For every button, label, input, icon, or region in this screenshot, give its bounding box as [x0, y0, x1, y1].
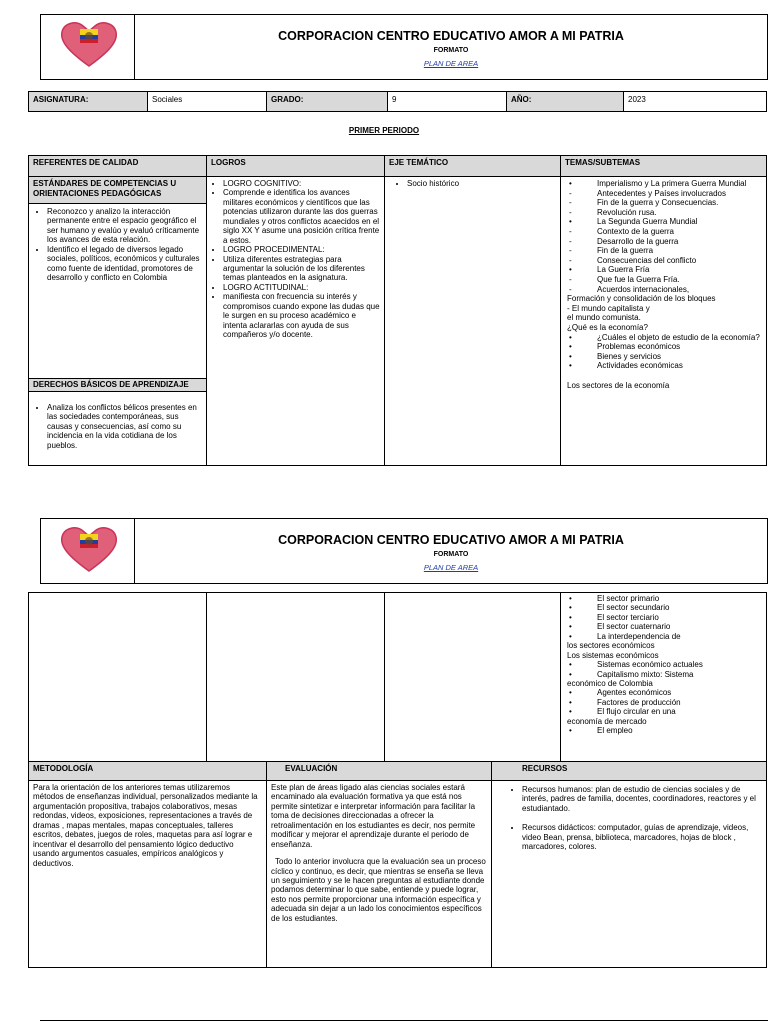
tema-item: - Revolución rusa. [569, 207, 657, 217]
tema-text: economía de mercado [567, 716, 647, 726]
tema-item: • El sector terciario [569, 612, 659, 622]
header-recursos: RECURSOS [491, 761, 767, 781]
tema-item: - Antecedentes y Países involucrados [569, 188, 726, 198]
eje-cell [384, 176, 561, 466]
logo-cell [41, 519, 135, 583]
tema-item: - Que fue la Guerra Fría. [569, 274, 680, 284]
list-item: • Comprende e identifica los avances militares económicos y científicos que las potencias utilizaron durante las dos guerras mundiales y otros conflictos acaecidos en el siglo XX Y asume una posición crítica frente a estos. [223, 188, 380, 245]
temas-cell [560, 176, 767, 466]
eje-cell-cont [384, 592, 561, 762]
header-box-page1 [40, 14, 768, 80]
logo-cell [41, 15, 135, 79]
logro-procedimental-label: • LOGRO PROCEDIMENTAL: [223, 245, 380, 254]
dba-list [29, 403, 206, 450]
header-metodologia: METODOLOGÍA [28, 761, 267, 781]
grado-value: 9 [387, 92, 506, 111]
list-item: • Utiliza diferentes estrategias para argumentar la solución de los diferentes temas planteados en la asignatura. [223, 255, 380, 283]
tema-item: - Acuerdos internacionales, [569, 284, 690, 294]
evaluacion-cell [266, 780, 492, 968]
tema-item: • El sector primario [569, 594, 660, 603]
info-row [28, 91, 767, 112]
logro-cognitivo-label: • LOGRO COGNITIVO: [223, 179, 380, 188]
tema-item: • Imperialismo y La primera Guerra Mundial [569, 179, 747, 188]
anio-value: 2023 [623, 92, 766, 111]
asignatura-value: Sociales [147, 92, 266, 111]
tema-item: • Agentes económicos [569, 688, 672, 698]
tema-item: • La Segunda Guerra Mundial [569, 217, 698, 227]
tema-item: - Fin de la guerra y Consecuencias. [569, 198, 719, 208]
tema-item: • Capitalismo mixto: Sistema [569, 669, 694, 679]
tema-item: • El flujo circular en una [569, 707, 676, 717]
tema-item: • El sector secundario [569, 603, 670, 613]
tema-item: • La interdependencia de [569, 631, 681, 641]
eje-list [389, 179, 556, 188]
col-header-temas: TEMAS/SUBTEMAS [560, 155, 767, 177]
list-item: • manifiesta con frecuencia su interés y compromisos cuando expone las dudas que le surgen en su proceso académico e intenta aclararlas con ayuda de sus compañeros y/o docente. [223, 292, 380, 339]
estandares-title: ESTÁNDARES DE COMPETENCIAS U ORIENTACIONES PEDAGÓGICAS [29, 177, 206, 204]
tema-text: el mundo comunista. [567, 313, 641, 323]
plan-label: PLAN DE AREA [423, 563, 479, 572]
logro-actitudinal-label: • LOGRO ACTITUDINAL: [223, 283, 380, 292]
list-item: • Analiza los conflictos bélicos presentes en las sociedades contemporáneas, sus causas y consecuencias, así como su incidencia en la vida cotidiana de los pueblos. [47, 403, 202, 450]
tema-item: • Bienes y servicios [569, 351, 662, 361]
dba-title: DERECHOS BÁSICOS DE APRENDIZAJE [28, 378, 207, 392]
header-title-area [135, 519, 767, 583]
metodologia-text: Para la orientación de los anteriores temas utilizaremos métodos de enseñanzas individual, personalizados mediante la argumentación propositiva, trabajos colaborativos, mesas redondas, videos, exposiciones, representaciones a través de dramas , mapas mentales, mapas conceptuales, talleres escritos, debates, juegos de roles, maquetas para así lograr e incentivar el desarrollo del pensamiento lógico deductivo usando argumentos casuales, empíricos analógicos y deductivos. [33, 783, 258, 868]
logros-list [211, 179, 380, 339]
tema-item: - Consecuencias del conflicto [569, 255, 697, 265]
col-header-eje: EJE TEMÁTICO [384, 155, 561, 177]
referentes-cell-cont [28, 592, 207, 762]
tema-text: Los sistemas económicos [567, 650, 659, 660]
tema-item: • El sector cuaternario [569, 622, 671, 632]
tema-item: • El empleo [569, 726, 633, 736]
header-title-area [135, 15, 767, 79]
recursos-list [496, 785, 762, 852]
tema-text: los sectores económicos [567, 641, 655, 651]
header-box-page2 [40, 518, 768, 584]
list-item: • Reconozco y analizo la interacción permanente entre el espacio geográfico el ser humano y evalúo y evaluó críticamente los avances de esta relación. [47, 207, 202, 245]
tema-item: - Fin de la guerra [569, 246, 654, 256]
tema-item: • La Guerra Fría [569, 265, 650, 275]
tema-item: • Factores de producción [569, 697, 681, 707]
col-header-referentes: REFERENTES DE CALIDAD [28, 155, 207, 177]
asignatura-label: ASIGNATURA: [33, 95, 89, 104]
institution-name: CORPORACION CENTRO EDUCATIVO AMOR A MI PATRIA [278, 533, 624, 547]
tema-text: ¿Qué es la economía? [567, 322, 648, 332]
header-evaluacion: EVALUACIÓN [266, 761, 492, 781]
logros-cell [206, 176, 385, 466]
tema-item: • Problemas económicos [569, 342, 681, 352]
tema-text: Los sectores de la economía [567, 380, 670, 390]
col-header-logros: LOGROS [206, 155, 385, 177]
recursos-cell [491, 780, 767, 968]
plan-label: PLAN DE AREA [423, 59, 479, 68]
estandares-list [29, 204, 206, 283]
tema-item: • ¿Cuáles el objeto de estudio de la economía? [569, 332, 760, 342]
tema-text: Formación y consolidación de los bloques [567, 294, 716, 304]
tema-item: • Actividades económicas [569, 361, 683, 371]
evaluacion-paragraph-1: Este plan de áreas ligado alas ciencias sociales estará encaminado ala evaluación formativa ya que está nos permite sintetizar e interpretar información para facilitar la toma de decisiones direccionadas a ofrecer la retroalimentación en los estudiantes es decir, nos permite modificar y mejorar el aprendizaje durante el periodo de enseñanza. [271, 783, 476, 849]
tema-item: - Desarrollo de la guerra [569, 236, 679, 246]
logros-cell-cont [206, 592, 385, 762]
temas-cell-cont [560, 592, 767, 762]
school-logo-heart [58, 19, 120, 69]
tema-item: - Contexto de la guerra [569, 226, 674, 236]
format-label: FORMATO [433, 551, 469, 558]
list-item: • Recursos humanos: plan de estudio de ciencias sociales y de interés, padres de familia, docentes, coordinadores, reactores y el estudiantado. [522, 785, 762, 813]
format-label: FORMATO [433, 47, 469, 54]
evaluacion-paragraph-2: Todo lo anterior involucra que la evaluación sea un proceso cíclico y continuo, es decir, que mientras se enseña se lleva un seguimiento y se le hacen preguntas al estudiante donde podamos determinar lo que sabe, entiende y puede lograr, esto nos permite proporcionar una información específica y adecuada sin dejar a un lado los conocimientos específicos de los estudiantes. [271, 857, 486, 923]
institution-name: CORPORACION CENTRO EDUCATIVO AMOR A MI PATRIA [278, 29, 624, 43]
tema-text: económico de Colombia [567, 678, 653, 688]
school-logo-heart [58, 524, 120, 574]
list-item: • Recursos didácticos: computador, guías de aprendizaje, videos, video Bean, prensa, biblioteca, marcadores, hojas de block , marcadores, colores. [522, 823, 762, 851]
next-page-header-edge [40, 1020, 768, 1024]
list-item: • Socio histórico [407, 179, 556, 188]
grado-label: GRADO: [266, 92, 387, 111]
anio-label: AÑO: [506, 92, 623, 111]
referentes-cell [28, 176, 207, 466]
list-item: • Identifico el legado de diversos legado sociales, políticos, económicos y culturales como fuente de identidad, promotores de desarrollo y conflicto en Colombia [47, 245, 202, 283]
period-title: PRIMER PERIODO [348, 126, 420, 135]
tema-text: - El mundo capitalista y [567, 303, 650, 313]
tema-item: • Sistemas económico actuales [569, 660, 703, 670]
metodologia-cell [28, 780, 267, 968]
